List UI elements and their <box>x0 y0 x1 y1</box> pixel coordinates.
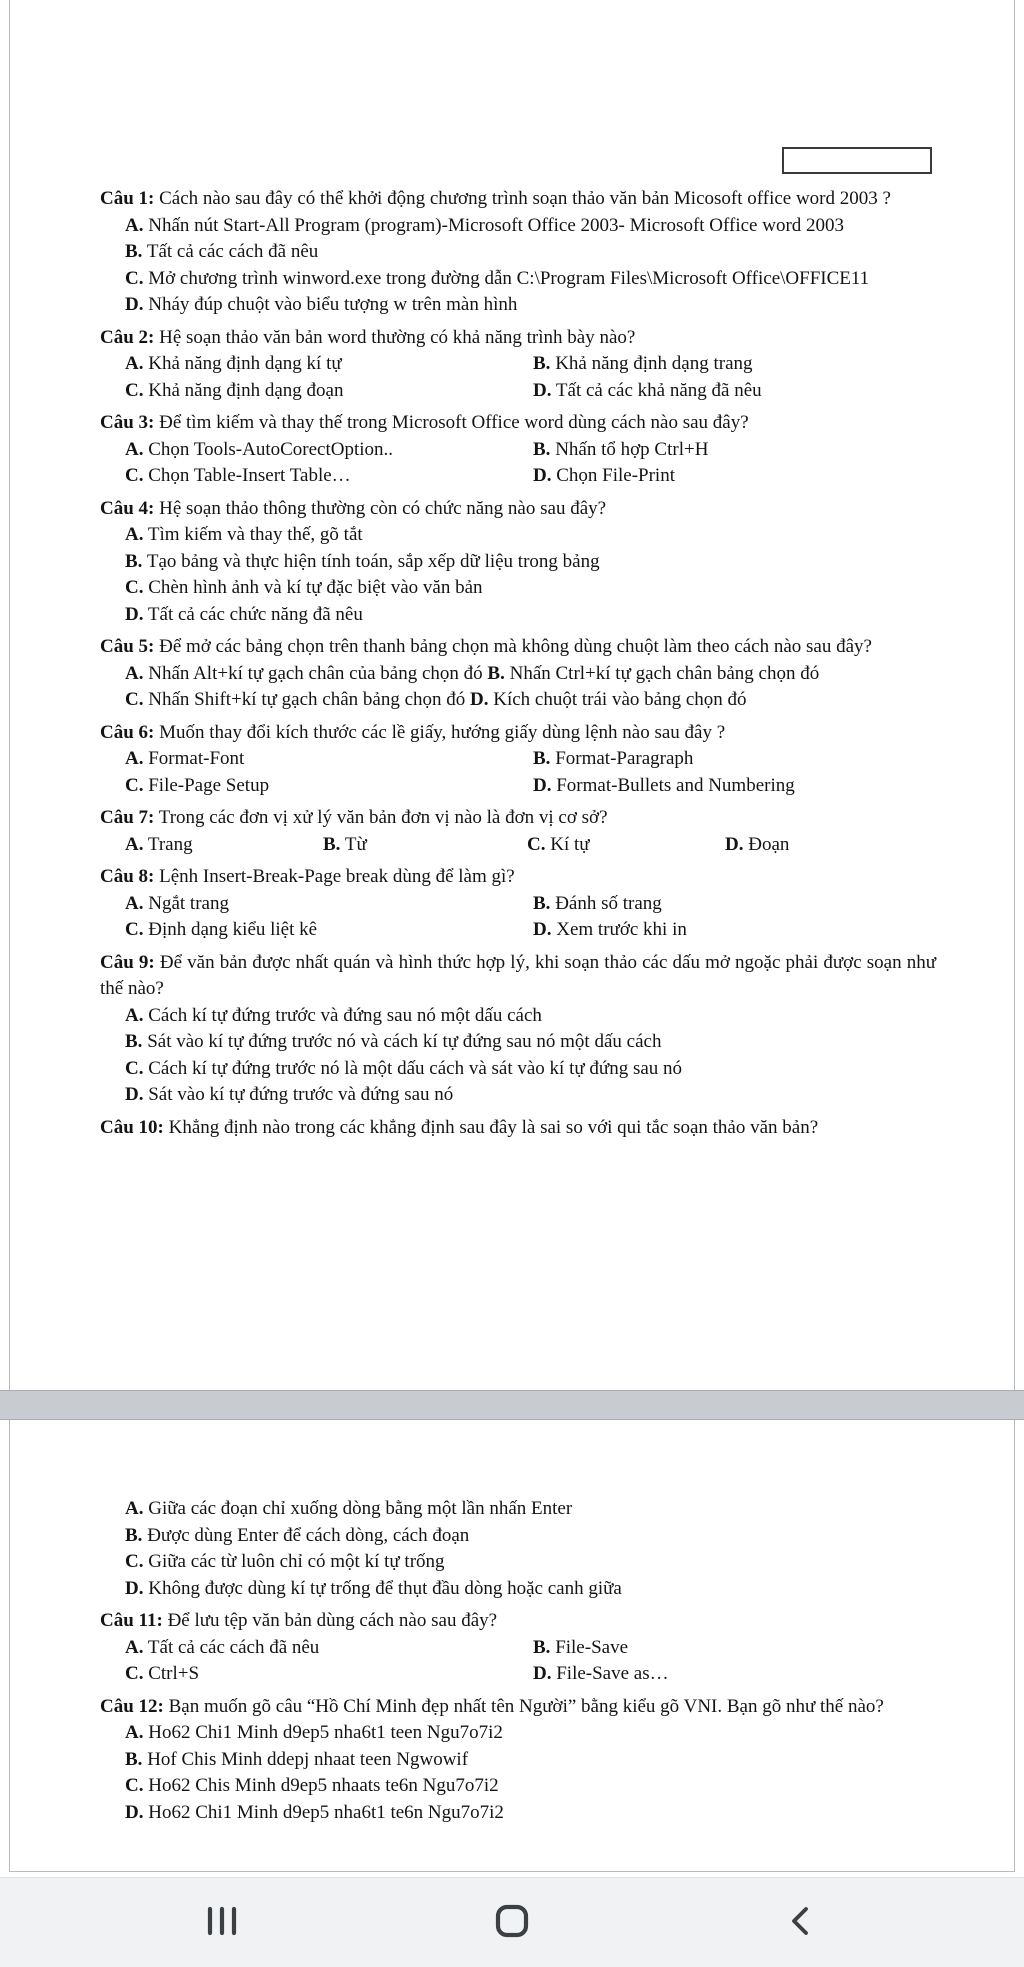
option-text: Khả năng định dạng kí tự <box>148 353 342 374</box>
question-stem-text: Cách nào sau đây có thể khởi động chương trình soạn thảo văn bản Micosoft office word 2003 ? <box>159 188 891 209</box>
option-text: File-Save <box>555 1636 629 1658</box>
option-label: A. <box>125 662 144 684</box>
question-stem-text: Bạn muốn gõ câu “Hồ Chí Minh đẹp nhất tên Người” bằng kiểu gõ VNI. Bạn gõ như thế nào? <box>168 1695 884 1717</box>
answer-option-line <box>100 602 936 629</box>
option-label: D. <box>125 1577 144 1599</box>
question-number: Câu 6: <box>100 721 155 743</box>
question-text <box>100 410 936 437</box>
answer-option <box>125 1058 682 1079</box>
option-text: Ctrl+S <box>148 1663 200 1684</box>
option-text: Khả năng định dạng trang <box>555 353 753 374</box>
answer-option <box>125 1635 533 1662</box>
question-block <box>100 1496 936 1602</box>
option-label: D. <box>125 1801 144 1823</box>
option-text: Tìm kiếm và thay thế, gõ tắt <box>147 524 363 545</box>
option-label: A. <box>125 1004 144 1026</box>
question-text <box>100 186 936 213</box>
answer-option <box>125 1749 468 1770</box>
answer-option <box>533 746 936 773</box>
question-text <box>100 1115 936 1142</box>
option-label: D. <box>533 774 552 796</box>
answer-option-row <box>100 463 936 490</box>
answer-option <box>125 1551 445 1572</box>
option-text: Nhấn Shift+kí tự gạch chân bảng chọn đó <box>148 689 466 710</box>
option-label: A. <box>125 524 144 545</box>
option-label: C. <box>125 379 144 401</box>
question-number: Câu 7: <box>100 807 155 828</box>
question-text <box>100 1608 936 1635</box>
answer-option <box>533 463 936 490</box>
option-label: C. <box>125 1551 144 1572</box>
option-text: Đoạn <box>748 833 790 855</box>
answer-option-row <box>100 773 936 800</box>
question-stem-text: Trong các đơn vị xử lý văn bản đơn vị nào là đơn vị cơ sở? <box>158 807 608 828</box>
question-number: Câu 10: <box>100 1116 164 1138</box>
answer-option <box>125 437 533 464</box>
option-label: B. <box>125 1748 143 1770</box>
option-text: Ho62 Chi1 Minh d9ep5 nha6t1 teen Ngu7o7i2 <box>148 1722 503 1743</box>
answer-option <box>487 663 819 684</box>
answer-option <box>125 1498 572 1519</box>
option-text: Xem trước khi in <box>556 919 687 940</box>
answer-option <box>125 551 600 572</box>
option-label: C. <box>125 1057 144 1079</box>
answer-option <box>125 891 533 918</box>
option-label: B. <box>487 662 505 684</box>
answer-option-line <box>100 1576 936 1603</box>
option-text: Sát vào kí tự đứng trước nó và cách kí tự đứng sau nó một dấu cách <box>147 1031 662 1052</box>
option-text: Chèn hình ảnh và kí tự đặc biệt vào văn bản <box>148 577 483 598</box>
answer-option-line <box>100 1029 936 1056</box>
navigation-bar <box>0 1877 1024 1967</box>
question-text <box>100 805 936 832</box>
answer-option-line <box>100 549 936 576</box>
option-label: C. <box>527 833 546 855</box>
option-text: File-Save as… <box>556 1663 669 1684</box>
question-block <box>100 1608 936 1688</box>
option-label: A. <box>125 1498 144 1519</box>
answer-option <box>125 215 844 236</box>
option-label: D. <box>533 919 552 940</box>
option-text: Ho62 Chi1 Minh d9ep5 nha6t1 te6n Ngu7o7i2 <box>148 1801 504 1823</box>
answer-option-row <box>100 832 936 859</box>
answer-option-line <box>100 1082 936 1109</box>
question-stem-text: Hệ soạn thảo thông thường còn có chức năng nào sau đây? <box>159 497 607 519</box>
answer-option <box>533 378 936 405</box>
page-2-content <box>100 1496 936 1826</box>
answer-option <box>125 463 533 490</box>
option-label: D. <box>470 689 489 710</box>
option-text: Ho62 Chis Minh d9ep5 nhaats te6n Ngu7o7i2 <box>148 1775 499 1796</box>
answer-option-line <box>100 1773 936 1800</box>
question-text <box>100 496 936 523</box>
answer-option-line <box>100 292 936 319</box>
option-label: B. <box>125 241 143 262</box>
home-button[interactable] <box>482 1893 542 1953</box>
option-label: D. <box>125 603 144 625</box>
option-text: Từ <box>344 833 367 855</box>
option-label: D. <box>533 379 552 401</box>
option-label: A. <box>125 353 144 374</box>
question-number: Câu 8: <box>100 866 155 887</box>
question-block <box>100 864 936 944</box>
answer-option-row <box>100 378 936 405</box>
option-label: C. <box>125 465 144 486</box>
answer-option <box>125 1802 504 1823</box>
question-text <box>100 950 936 1003</box>
option-label: A. <box>125 1636 144 1658</box>
answer-option <box>533 891 936 918</box>
answer-option <box>125 268 869 289</box>
option-text: Kí tự <box>550 833 590 855</box>
option-text: Nhấn Alt+kí tự gạch chân của bảng chọn đó <box>148 662 483 684</box>
answer-option-line <box>100 687 936 714</box>
question-stem-text: Lệnh Insert-Break-Page break dùng để làm gì? <box>159 866 515 887</box>
navigation-bar-inner <box>192 1893 832 1953</box>
option-text: Nhấn tổ hợp Ctrl+H <box>555 438 709 460</box>
answer-option-line <box>100 266 936 293</box>
back-icon <box>783 1902 821 1943</box>
option-label: C. <box>125 774 144 796</box>
option-label: D. <box>533 465 552 486</box>
question-stem-text: Khẳng định nào trong các khẳng định sau đây là sai so với qui tắc soạn thảo văn bản? <box>168 1116 819 1138</box>
option-text: File-Page Setup <box>148 774 270 796</box>
option-text: Format-Font <box>148 748 245 769</box>
answer-option <box>125 1005 542 1026</box>
option-text: Ngắt trang <box>148 892 229 914</box>
answer-option <box>125 773 533 800</box>
answer-option <box>470 689 747 710</box>
question-block <box>100 805 936 858</box>
option-label: B. <box>533 748 551 769</box>
answer-option <box>125 1661 533 1688</box>
page-gap <box>0 1390 1024 1420</box>
option-label: D. <box>725 833 744 855</box>
option-label: B. <box>533 1636 551 1658</box>
question-text <box>100 325 936 352</box>
question-number: Câu 11: <box>100 1610 163 1631</box>
option-label: A. <box>125 748 144 769</box>
option-text: Tất cả các khả năng đã nêu <box>555 379 762 401</box>
question-block <box>100 634 936 714</box>
option-text: Giữa các đoạn chỉ xuống dòng bằng một lần nhấn Enter <box>148 1498 573 1519</box>
question-block <box>100 950 936 1109</box>
option-label: C. <box>125 1775 144 1796</box>
option-text: Nháy đúp chuột vào biểu tượng w trên màn hình <box>148 294 518 315</box>
answer-option-row <box>100 891 936 918</box>
answer-option <box>527 832 725 859</box>
answer-option-row <box>100 917 936 944</box>
page-1-content <box>100 186 936 1141</box>
answer-option <box>125 241 318 262</box>
option-text: Chọn Table-Insert Table… <box>148 465 351 486</box>
answer-option <box>125 378 533 405</box>
answer-option-row <box>100 746 936 773</box>
answer-option <box>533 773 936 800</box>
answer-option <box>125 917 533 944</box>
option-text: Tất cả các cách đã nêu <box>147 1636 320 1658</box>
option-label: C. <box>125 1663 144 1684</box>
answer-option <box>125 604 363 625</box>
answer-option <box>125 1578 622 1599</box>
option-text: Trang <box>147 833 193 855</box>
answer-option-line <box>100 213 936 240</box>
option-text: Mở chương trình winword.exe trong đường dẫn C:\Program Files\Microsoft Office\OFFICE11 <box>148 267 870 289</box>
option-label: B. <box>323 833 341 855</box>
answer-option-line <box>100 661 936 688</box>
option-label: A. <box>125 438 144 460</box>
question-text <box>100 634 936 661</box>
option-text: Tất cả các cách đã nêu <box>146 241 319 262</box>
answer-option-line <box>100 575 936 602</box>
answer-option-line <box>100 1003 936 1030</box>
document-page-2 <box>9 1420 1015 1872</box>
question-number: Câu 12: <box>100 1695 164 1717</box>
answer-option-row <box>100 351 936 378</box>
recent-apps-icon <box>203 1902 241 1943</box>
recent-apps-button[interactable] <box>192 1893 252 1953</box>
question-text <box>100 720 936 747</box>
option-label: B. <box>125 1524 143 1546</box>
option-label: C. <box>125 267 144 289</box>
answer-option <box>125 577 483 598</box>
option-text: Format-Paragraph <box>555 748 694 769</box>
answer-option <box>533 351 936 378</box>
question-block <box>100 1694 936 1827</box>
answer-option-row <box>100 437 936 464</box>
answer-option-line <box>100 1496 936 1523</box>
option-label: B. <box>125 1031 143 1052</box>
answer-option <box>323 832 527 859</box>
option-text: Tạo bảng và thực hiện tính toán, sắp xếp dữ liệu trong bảng <box>146 550 600 572</box>
question-stem-text: Để lưu tệp văn bản dùng cách nào sau đây? <box>167 1610 498 1631</box>
option-text: Chọn File-Print <box>556 465 675 486</box>
answer-option <box>533 437 936 464</box>
option-text: Cách kí tự đứng trước nó là một dấu cách và sát vào kí tự đứng sau nó <box>148 1057 683 1079</box>
answer-option <box>125 832 323 859</box>
option-label: D. <box>125 1084 144 1105</box>
option-label: A. <box>125 892 144 914</box>
empty-box <box>782 147 932 174</box>
option-text: Sát vào kí tự đứng trước và đứng sau nó <box>148 1084 454 1105</box>
option-text: Cách kí tự đứng trước và đứng sau nó một dấu cách <box>148 1004 542 1026</box>
answer-option <box>125 1722 503 1743</box>
question-stem-text: Hệ soạn thảo văn bản word thường có khả năng trình bày nào? <box>159 326 636 348</box>
answer-option-line <box>100 1800 936 1827</box>
answer-option <box>125 294 517 315</box>
home-icon <box>493 1902 531 1943</box>
option-text: Hof Chis Minh ddepj nhaat teen Ngwowif <box>147 1748 469 1770</box>
question-stem-text: Để tìm kiếm và thay thế trong Microsoft Office word dùng cách nào sau đây? <box>159 412 749 433</box>
question-block <box>100 410 936 490</box>
question-stem-text: Để mở các bảng chọn trên thanh bảng chọn mà không dùng chuột làm theo cách nào sau đây? <box>159 636 872 657</box>
answer-option-line <box>100 1549 936 1576</box>
question-number: Câu 5: <box>100 636 155 657</box>
option-text: Được dùng Enter để cách dòng, cách đoạn <box>147 1524 470 1546</box>
answer-option-line <box>100 1056 936 1083</box>
answer-option <box>125 663 483 684</box>
answer-option <box>125 1084 453 1105</box>
option-label: B. <box>533 438 551 460</box>
question-number: Câu 1: <box>100 188 155 209</box>
option-label: A. <box>125 833 144 855</box>
document-page-1 <box>9 0 1015 1390</box>
option-text: Chọn Tools-AutoCorectOption.. <box>148 438 394 460</box>
question-stem-text: Muốn thay đổi kích thước các lề giấy, hướng giấy dùng lệnh nào sau đây ? <box>159 721 726 743</box>
question-block <box>100 325 936 405</box>
answer-option-line <box>100 239 936 266</box>
answer-option <box>125 746 533 773</box>
back-button[interactable] <box>772 1893 832 1953</box>
option-label: C. <box>125 919 144 940</box>
answer-option <box>125 1525 469 1546</box>
option-label: C. <box>125 689 144 710</box>
option-label: B. <box>533 892 551 914</box>
answer-option <box>533 917 936 944</box>
option-text: Tất cả các chức năng đã nêu <box>147 603 363 625</box>
option-text: Kích chuột trái vào bảng chọn đó <box>493 689 747 710</box>
answer-option <box>533 1661 936 1688</box>
answer-option <box>125 1031 661 1052</box>
option-text: Format-Bullets and Numbering <box>556 774 795 796</box>
option-label: D. <box>125 294 144 315</box>
option-label: A. <box>125 1722 144 1743</box>
option-text: Khả năng định dạng đoạn <box>148 379 344 401</box>
option-label: A. <box>125 214 144 236</box>
question-block <box>100 1115 936 1142</box>
option-text: Đánh số trang <box>555 892 662 914</box>
answer-option <box>125 1775 499 1796</box>
option-text: Nhấn Ctrl+kí tự gạch chân bảng chọn đó <box>509 662 820 684</box>
question-number: Câu 2: <box>100 326 155 348</box>
question-block <box>100 496 936 629</box>
question-text <box>100 1694 936 1721</box>
answer-option-line <box>100 1747 936 1774</box>
option-label: D. <box>533 1663 552 1684</box>
question-block <box>100 720 936 800</box>
answer-option-line <box>100 522 936 549</box>
answer-option <box>125 689 465 710</box>
option-text: Nhấn nút Start-All Program (program)-Microsoft Office 2003- Microsoft Office word 2003 <box>148 214 845 236</box>
question-block <box>100 186 936 319</box>
option-label: C. <box>125 577 144 598</box>
answer-option <box>725 832 936 859</box>
question-number: Câu 3: <box>100 412 155 433</box>
answer-option-row <box>100 1661 936 1688</box>
option-text: Không được dùng kí tự trống để thụt đầu dòng hoặc canh giữa <box>148 1577 622 1599</box>
answer-option-line <box>100 1720 936 1747</box>
answer-option <box>533 1635 936 1662</box>
question-text <box>100 864 936 891</box>
answer-option <box>125 524 363 545</box>
answer-option-line <box>100 1523 936 1550</box>
question-stem-text: Để văn bản được nhất quán và hình thức hợp lý, khi soạn thảo các dấu mở ngoặc phải được soạn như thế nào? <box>100 951 936 999</box>
answer-option-row <box>100 1635 936 1662</box>
option-label: B. <box>533 353 551 374</box>
option-text: Định dạng kiểu liệt kê <box>148 919 318 940</box>
option-text: Giữa các từ luôn chỉ có một kí tự trống <box>148 1551 445 1572</box>
question-number: Câu 4: <box>100 497 155 519</box>
option-label: B. <box>125 550 143 572</box>
question-number: Câu 9: <box>100 951 155 973</box>
answer-option <box>125 351 533 378</box>
